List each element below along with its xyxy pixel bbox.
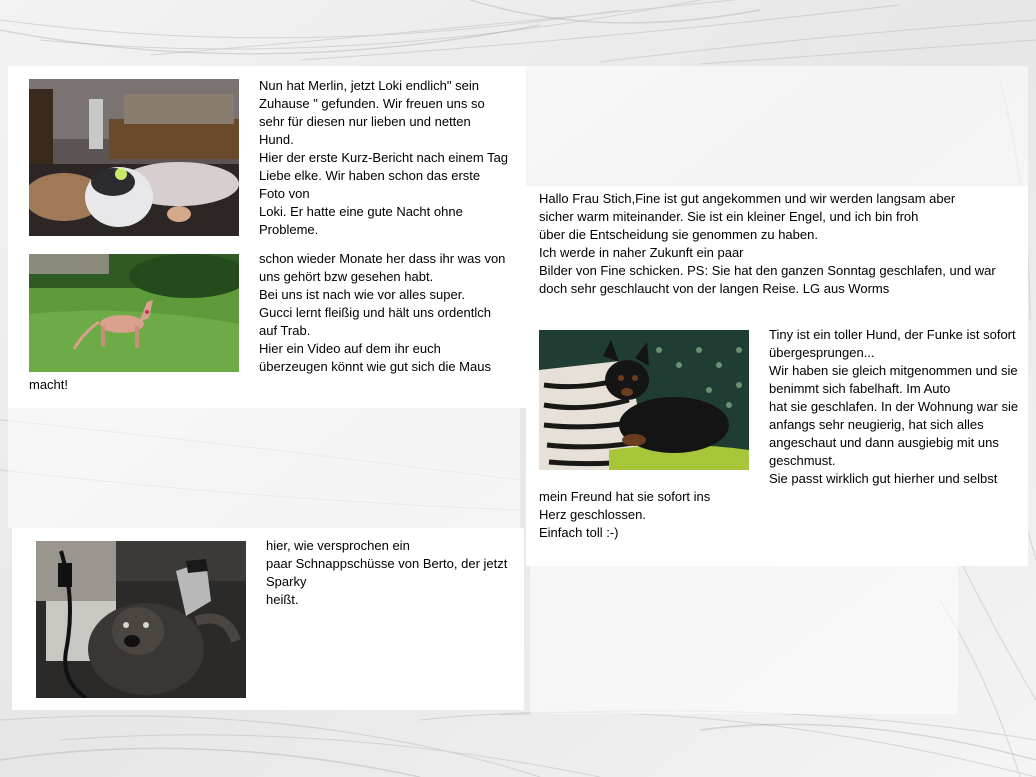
text-line: Ich werde in naher Zukunft ein paar (539, 245, 744, 260)
text-line: schon wieder Monate her dass ihr was von (259, 251, 506, 266)
text-line: hier, wie versprochen ein (266, 538, 410, 553)
text-line: angeschaut und dann ausgiebig mit uns (769, 435, 999, 450)
text-line: Nun hat Merlin, jetzt Loki endlich" sein (259, 78, 479, 93)
text-line: benimmt sich fabelhaft. Im Auto (769, 381, 951, 396)
text-line: mein Freund hat sie sofort ins (539, 489, 711, 504)
content-panel-left-divider (8, 408, 520, 528)
text-line: Hier ein Video auf dem ihr euch (259, 341, 441, 356)
photo-sparky (36, 541, 246, 698)
text-line: Hier der erste Kurz-Bericht nach einem Tag (259, 150, 509, 165)
text-line: hat sie geschlafen. In der Wohnung war sie (769, 399, 1019, 414)
text-line: Liebe elke. Wir haben schon das erste (259, 168, 481, 183)
text-line: sehr für diesen nur lieben und netten (259, 114, 471, 129)
text-line: über die Entscheidung sie genommen zu haben. (539, 227, 818, 242)
text-line: Zuhause " gefunden. Wir freuen uns so (259, 96, 485, 111)
text-line: Sparky (266, 574, 307, 589)
text-line: sicher warm miteinander. Sie ist ein kleiner Engel, und ich bin froh (539, 209, 919, 224)
text-line: heißt. (266, 592, 299, 607)
post-fine (539, 190, 1019, 298)
text-line: Bilder von Fine schicken. PS: Sie hat den ganzen Sonntag geschlafen, und war (539, 263, 996, 278)
text-line: Hallo Frau Stich,Fine ist gut angekommen und wir werden langsam aber (539, 191, 956, 206)
text-line: anfangs sehr neugierig, hat sich alles (769, 417, 984, 432)
text-line: Tiny ist ein toller Hund, der Funke ist sofort (769, 327, 1016, 342)
post-tiny-text (769, 326, 1029, 488)
text-line: Foto von (259, 186, 310, 201)
text-line: paar Schnappschüsse von Berto, der jetzt (266, 556, 508, 571)
text-line: übergesprungen... (769, 345, 875, 360)
text-line: auf Trab. (259, 323, 311, 338)
text-line: Hund. (259, 132, 294, 147)
photo-gucci (29, 254, 239, 372)
text-line: Einfach toll :-) (539, 525, 619, 540)
post-loki-text (259, 77, 529, 239)
text-line: Sie passt wirklich gut hierher und selbst (769, 471, 998, 486)
text-line: Wir haben sie gleich mitgenommen und sie (769, 363, 1018, 378)
text-line: uns gehört bzw gesehen habt. (259, 269, 434, 284)
text-line: Bei uns ist nach wie vor alles super. (259, 287, 465, 302)
text-line: doch sehr geschlaucht von der langen Reise. LG aus Worms (539, 281, 890, 296)
text-line: geschmust. (769, 453, 836, 468)
text-line: Gucci lernt fleißig und hält uns ordentlch (259, 305, 491, 320)
photo-tiny (539, 330, 749, 470)
text-line: Loki. Er hatte eine gute Nacht ohne (259, 204, 463, 219)
text-line: Herz geschlossen. (539, 507, 646, 522)
post-gucci-tail: macht! (29, 377, 69, 392)
photo-loki (29, 79, 239, 236)
post-sparky-text (266, 537, 536, 609)
post-tiny-tail (539, 488, 710, 542)
content-panel-right-bottom (530, 566, 958, 714)
text-line: Probleme. (259, 222, 319, 237)
content-panel-right-top (526, 66, 1028, 186)
post-gucci-text (259, 250, 529, 376)
text-line: überzeugen könnt wie gut sich die Maus (259, 359, 491, 374)
